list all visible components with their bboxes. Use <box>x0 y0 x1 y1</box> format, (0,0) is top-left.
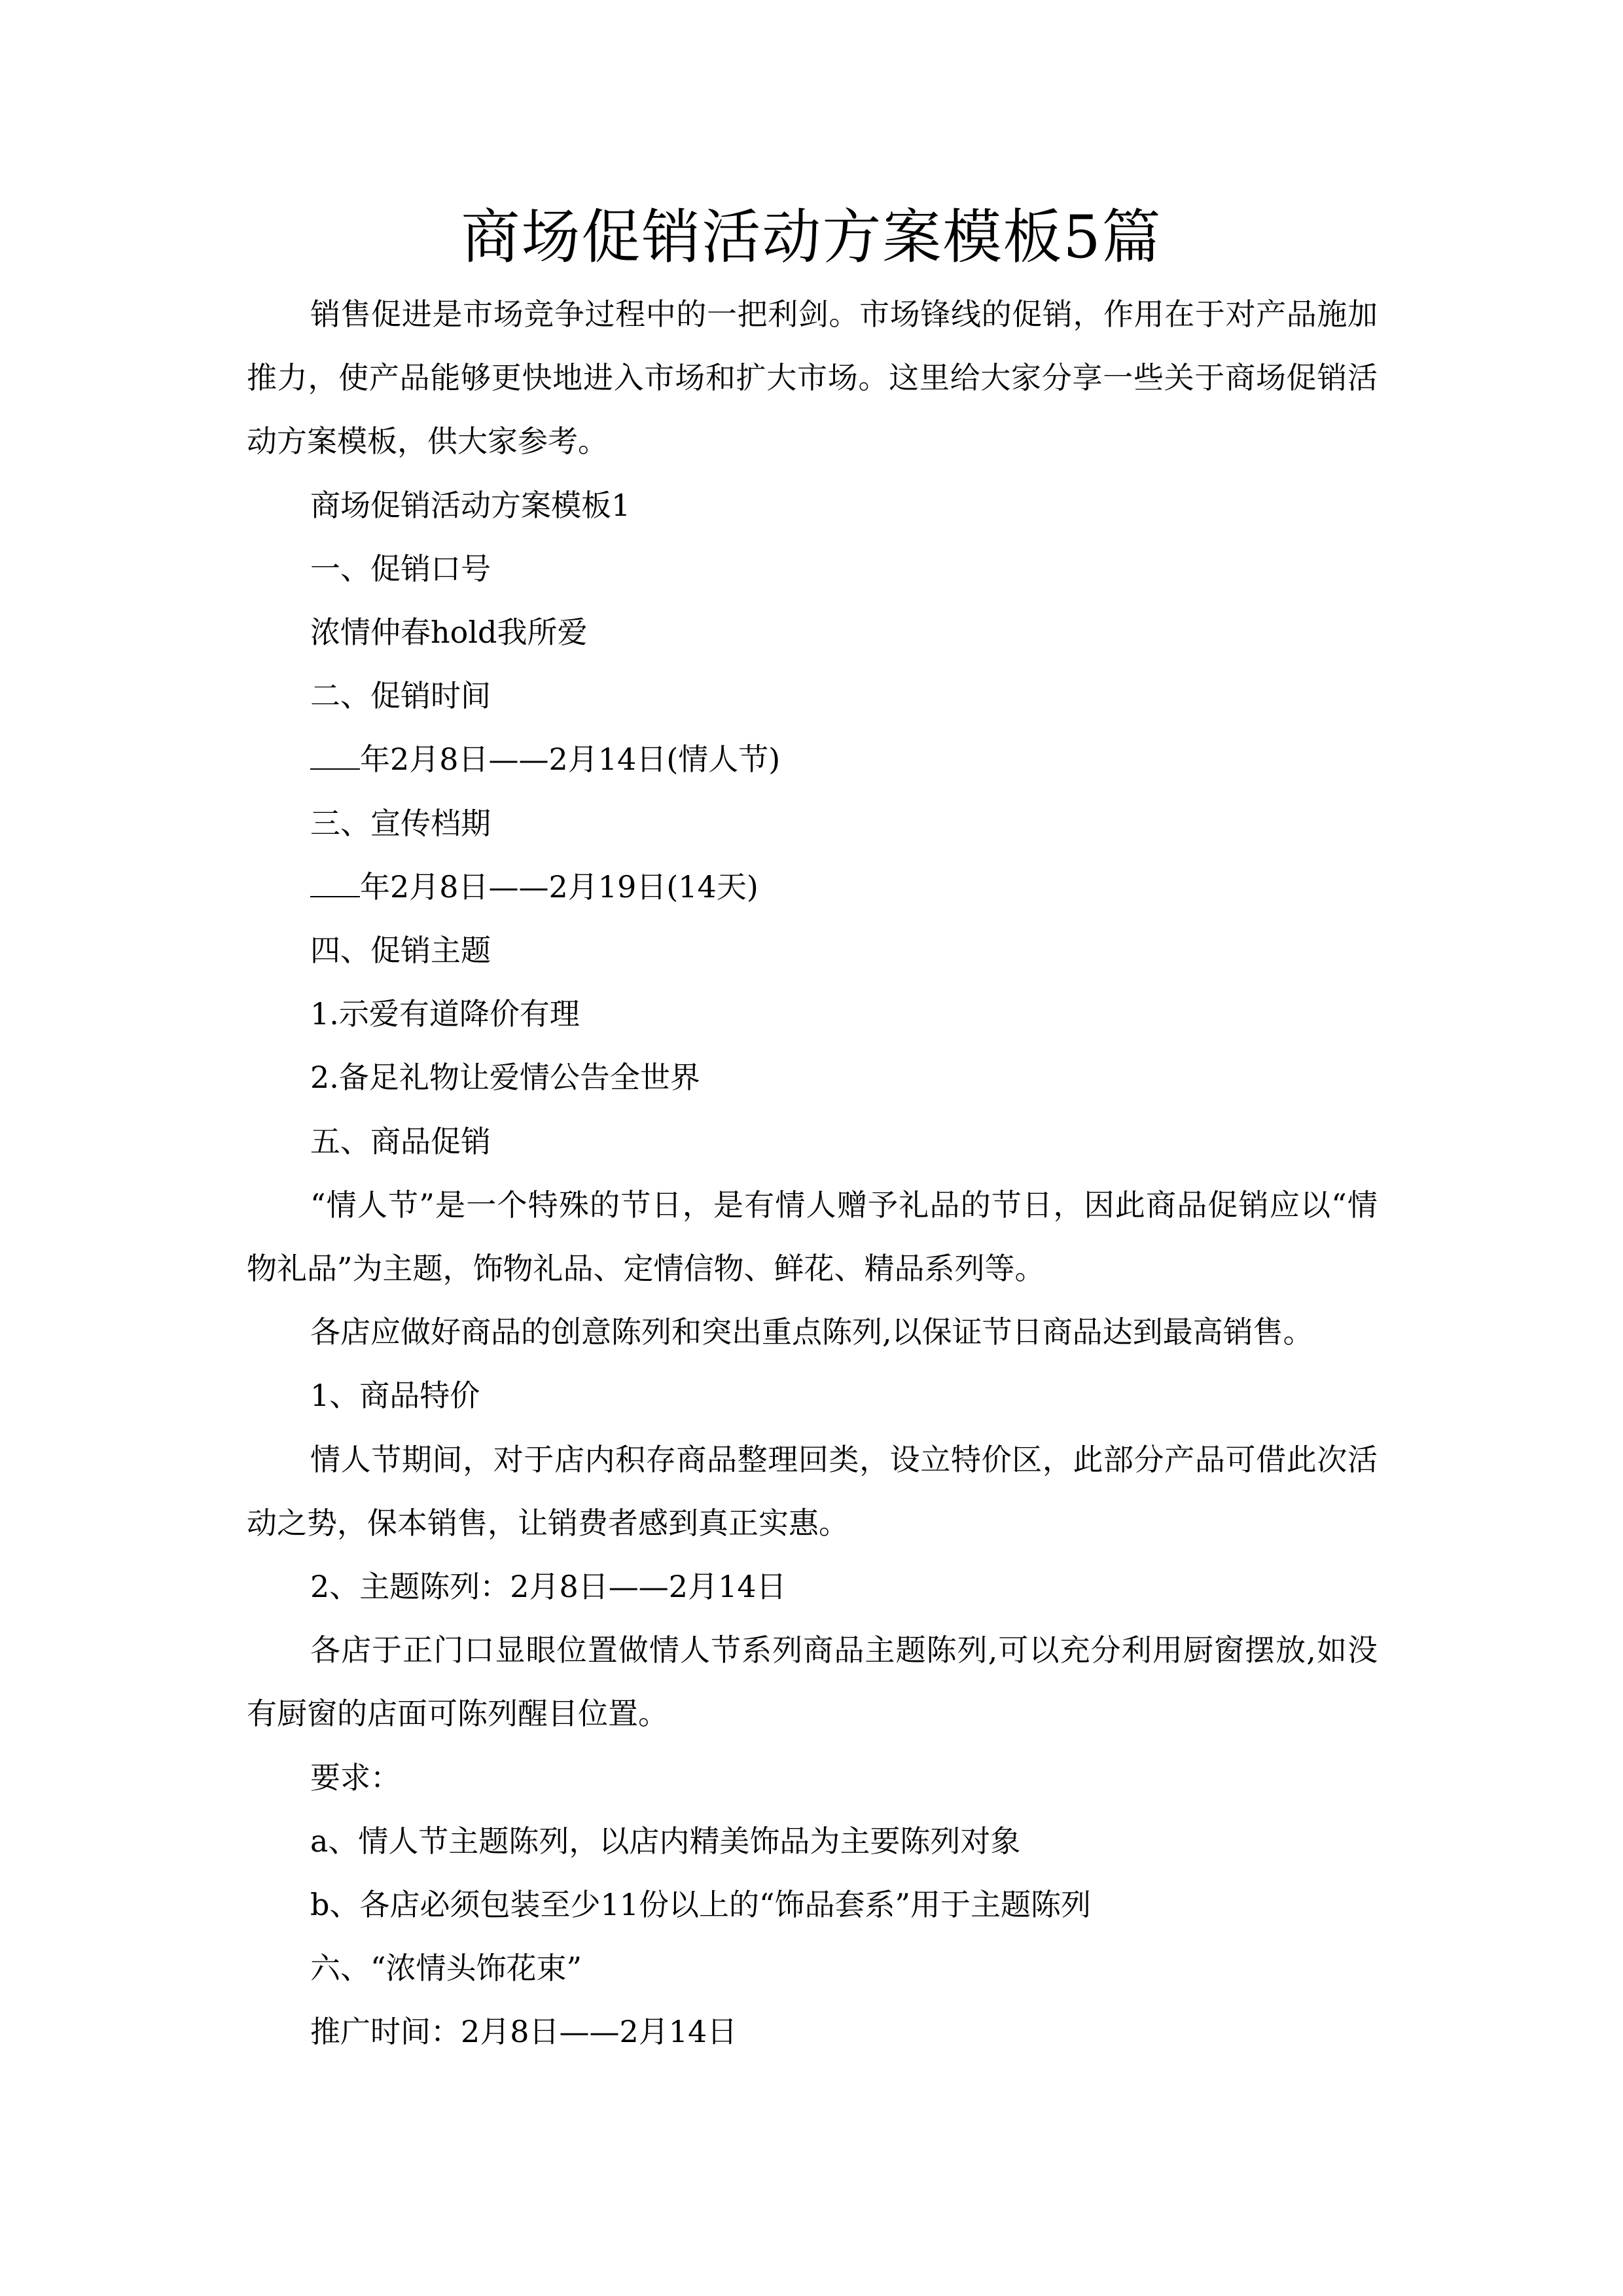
requirement-b: b、各店必须包装至少11份以上的“饰品套系”用于主题陈列 <box>310 1887 1092 1923</box>
hair-bouquet-time: 推广时间：2月8日——2月14日 <box>310 2014 738 2050</box>
promo-time-dates: 年2月8日——2月14日(情人节) <box>360 742 781 778</box>
theme-display-text: 各店于正门口显眼位置做情人节系列商品主题陈列,可以充分利用厨窗摆放,如没有厨窗的店面可陈列醒目位置。 <box>247 1632 1378 1732</box>
subsection-heading-theme-display: 2、主题陈列：2月8日——2月14日 <box>310 1569 787 1605</box>
requirements-label: 要求： <box>310 1759 401 1795</box>
special-price-text: 情人节期间，对于店内积存商品整理回类，设立特价区，此部分产品可借此次活动之势，保本销售，让销费者感到真正实惠。 <box>247 1441 1378 1541</box>
intro-paragraph: 销售促进是市场竞争过程中的一把利剑。市场锋线的促销，作用在于对产品施加推力，使产品能够更快地进入市场和扩大市场。这里给大家分享一些关于商场促销活动方案模板，供大家参考。 <box>247 296 1378 459</box>
publicity-text <box>247 855 1378 919</box>
theme-item-2: 2.备足礼物让爱情公告全世界 <box>310 1060 700 1096</box>
subsection-heading-special-price: 1、商品特价 <box>310 1378 480 1414</box>
theme-item-1: 1.示爱有道降价有理 <box>310 996 580 1032</box>
publicity-dates: 年2月8日——2月19日(14天) <box>360 869 758 905</box>
section-heading-slogan: 一、促销口号 <box>310 550 491 586</box>
section-heading-product-promo: 五、商品促销 <box>310 1123 491 1159</box>
requirement-a: a、情人节主题陈列，以店内精美饰品为主要陈列对象 <box>310 1823 1021 1859</box>
section-heading-hair-bouquet: 六、“浓情头饰花束” <box>310 1950 582 1986</box>
section-heading-promo-time: 二、促销时间 <box>310 678 491 714</box>
section-heading-theme: 四、促销主题 <box>310 933 491 969</box>
document-body <box>247 283 1378 2064</box>
year-blank <box>310 742 360 770</box>
promo-time-text <box>247 728 1378 791</box>
year-blank <box>310 869 360 897</box>
document-title: 商场促销活动方案模板5篇 <box>461 203 1162 272</box>
product-promo-paragraph-1: “情人节”是一个特殊的节日，是有情人赠予礼品的节日，因此商品促销应以“情物礼品”为主题，饰物礼品、定情信物、鲜花、精品系列等。 <box>247 1187 1378 1287</box>
section-heading-publicity: 三、宣传档期 <box>310 805 491 841</box>
template-heading: 商场促销活动方案模板1 <box>310 487 631 523</box>
product-promo-paragraph-2: 各店应做好商品的创意陈列和突出重点陈列,以保证节日商品达到最高销售。 <box>310 1314 1313 1350</box>
slogan-text: 浓情仲春hold我所爱 <box>310 615 588 651</box>
